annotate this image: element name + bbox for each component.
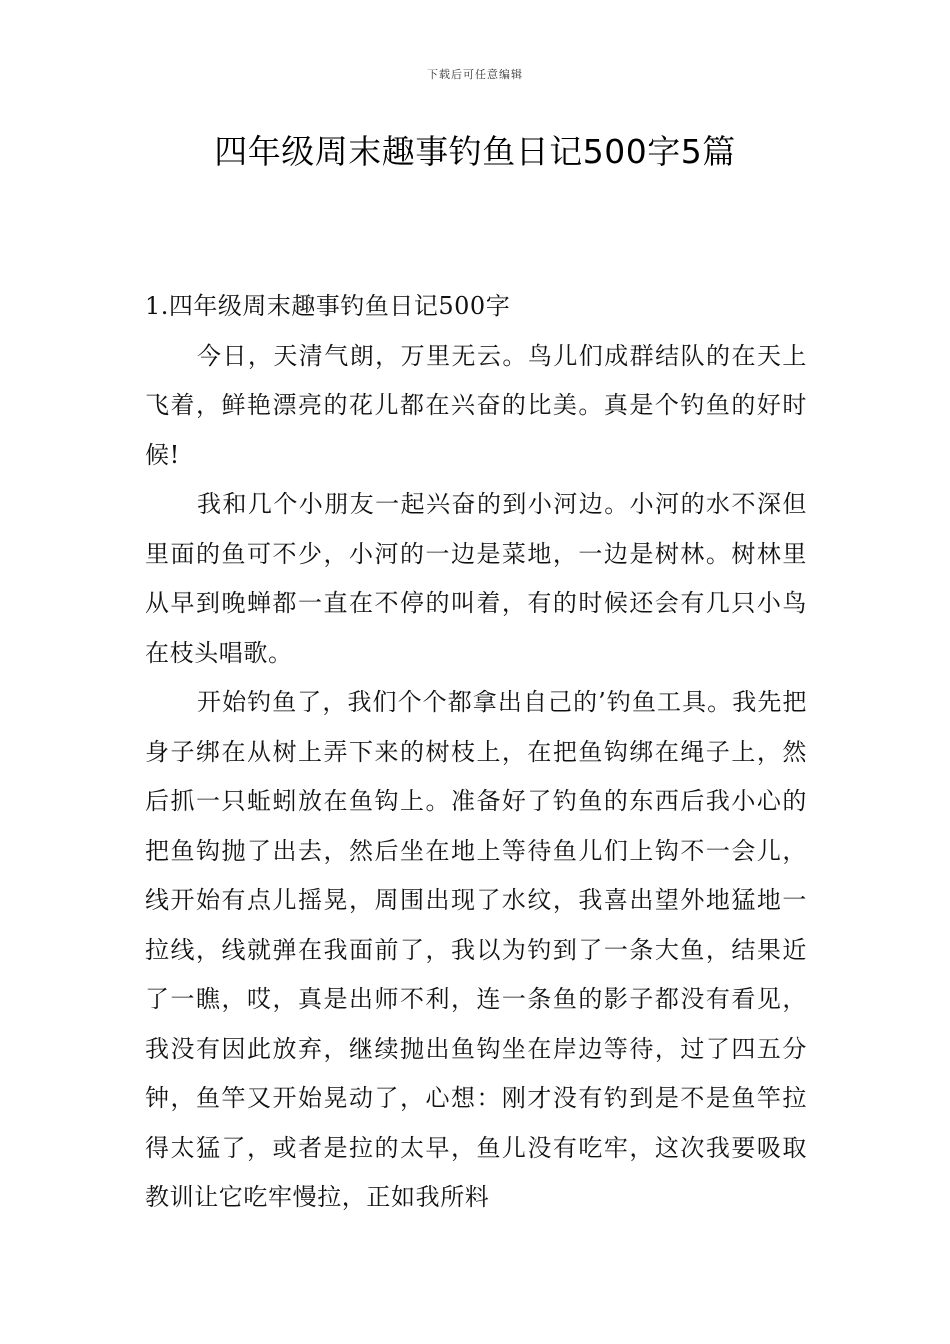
paragraph-1: 今日，天清气朗，万里无云。鸟儿们成群结队的在天上飞着，鲜艳漂亮的花儿都在兴奋的比美。真是个钓鱼的好时候!	[145, 341, 807, 469]
paragraph-2: 我和几个小朋友一起兴奋的到小河边。小河的水不深但里面的鱼可不少，小河的一边是菜地，一边是树林。树林里从早到晚蝉都一直在不停的叫着，有的时候还会有几只小鸟在枝头唱歌。	[145, 490, 807, 667]
section-heading: 1.四年级周末趣事钓鱼日记500字	[145, 292, 511, 320]
paragraph-3: 开始钓鱼了，我们个个都拿出自己的’钓鱼工具。我先把身子绑在从树上弄下来的树枝上，在把鱼钩绑在绳子上，然后抓一只蚯蚓放在鱼钩上。准备好了钓鱼的东西后我小心的把鱼钩抛了出去，然后坐在地上等待鱼儿们上钩不一会儿，线开始有点儿摇晃，周围出现了水纹，我喜出望外地猛地一拉线，线就弹在我面前了，我以为钓到了一条大鱼，结果近了一瞧，哎，真是出师不利，连一条鱼的影子都没有看见，我没有因此放弃，继续抛出鱼钩坐在岸边等待，过了四五分钟，鱼竿又开始晃动了，心想：刚才没有钓到是不是鱼竿拉得太猛了，或者是拉的太早，鱼儿没有吃牢，这次我要吸取教训让它吃牢慢拉，正如我所料	[145, 688, 807, 1211]
header-note: 下载后可任意编辑	[427, 68, 523, 81]
document-body	[145, 282, 807, 1223]
document-title: 四年级周末趣事钓鱼日记500字5篇	[214, 132, 736, 171]
